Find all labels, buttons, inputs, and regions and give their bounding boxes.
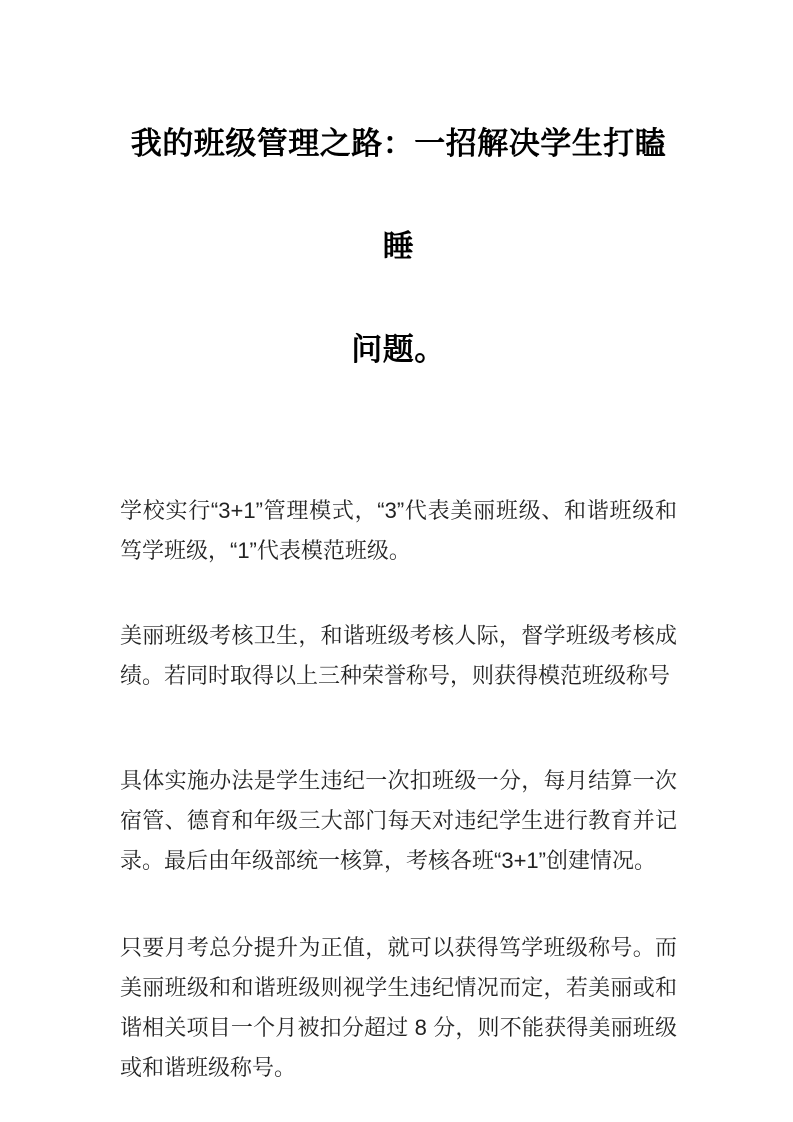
paragraph-award-conditions: 只要月考总分提升为正值，就可以获得笃学班级称号。而美丽班级和和谐班级则视学生违纪情况而定，若美丽或和谐相关项目一个月被扣分超过 8 分，则不能获得美丽班级或和谐班级称号。 — [120, 935, 677, 1080]
paragraph-implementation-method: 具体实施办法是学生违纪一次扣班级一分，每月结算一次宿管、德育和年级三大部门每天对违纪学生进行教育并记录。最后由年级部统一核算，考核各班“3+1”创建情况。 — [120, 768, 677, 873]
article-title — [120, 92, 677, 401]
article-title-line-1: 我的班级管理之路：一招解决学生打瞌睡 — [130, 126, 667, 264]
article-title-line-2: 问题。 — [351, 332, 446, 367]
paragraph-management-model: 学校实行“3+1”管理模式，“3”代表美丽班级、和谐班级和笃学班级，“1”代表模范班级。 — [120, 498, 677, 563]
paragraph-assessment-criteria: 美丽班级考核卫生，和谐班级考核人际，督学班级考核成绩。若同时取得以上三种荣誉称号，则获得模范班级称号 — [120, 623, 677, 688]
